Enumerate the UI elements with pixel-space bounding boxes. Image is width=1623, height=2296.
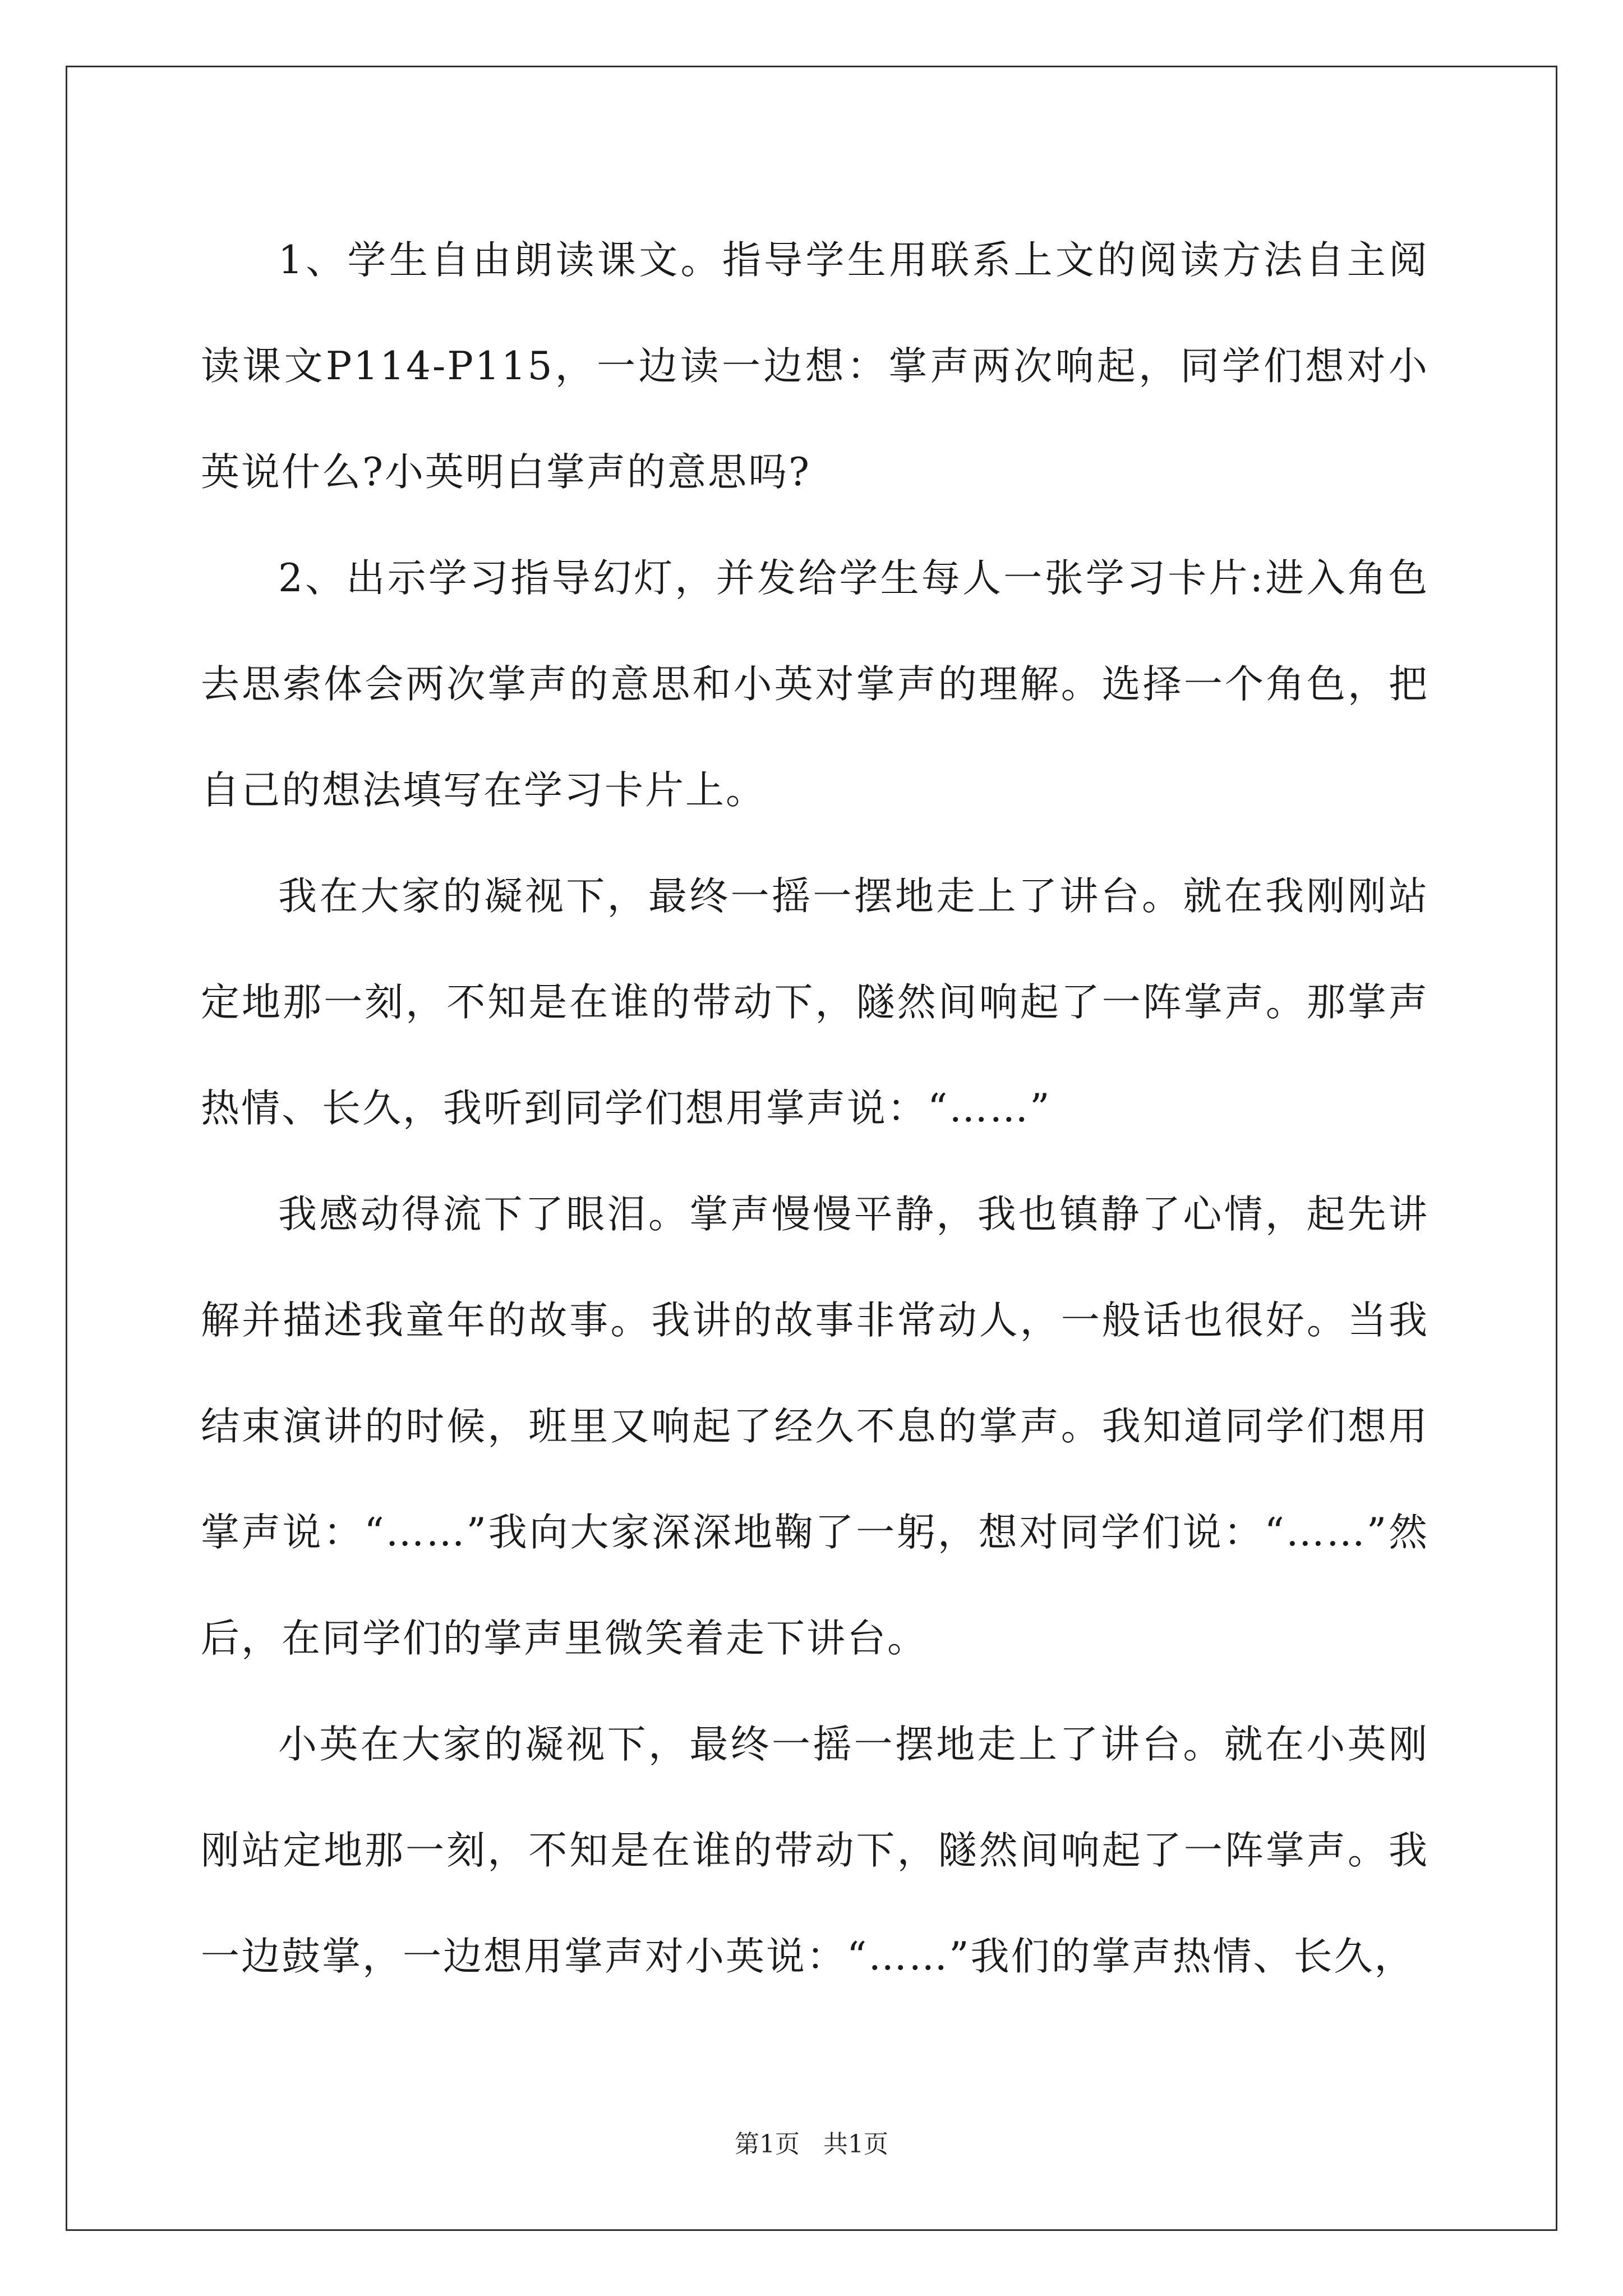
paragraph-4: 我感动得流下了眼泪。掌声慢慢平静，我也镇静了心情，起先讲解并描述我童年的故事。我讲的故事非常动人，一般话也很好。当我结束演讲的时候，班里又响起了经久不息的掌声。我知道同学们想用掌声说：“……”我向大家深深地鞠了一躬，想对同学们说：“……”然后，在同学们的掌声里微笑着走下讲台。 [201,1192,1429,1661]
paragraph-5: 小英在大家的凝视下，最终一摇一摆地走上了讲台。就在小英刚刚站定地那一刻，不知是在谁的带动下，隧然间响起了一阵掌声。我一边鼓掌，一边想用掌声对小英说：“……”我们的掌声热情、长久， [201,1722,1429,1979]
document-body [201,208,1429,2010]
paragraph-3: 我在大家的凝视下，最终一摇一摆地走上了讲台。就在我刚刚站定地那一刻，不知是在谁的带动下，隧然间响起了一阵掌声。那掌声热情、长久，我听到同学们想用掌声说：“……” [201,874,1429,1131]
page-number-total: 共1页 [823,2130,888,2159]
paragraph-2: 2、出示学习指导幻灯，并发给学生每人一张学习卡片:进入角色去思索体会两次掌声的意思和小英对掌声的理解。选择一个角色，把自己的想法填写在学习卡片上。 [201,556,1429,813]
page-footer [0,2128,1623,2161]
paragraph-1: 1、学生自由朗读课文。指导学生用联系上文的阅读方法自主阅读课文P114-P115，一边读一边想：掌声两次响起，同学们想对小英说什么?小英明白掌声的意思吗? [201,238,1429,495]
page-number-current: 第1页 [735,2130,800,2159]
